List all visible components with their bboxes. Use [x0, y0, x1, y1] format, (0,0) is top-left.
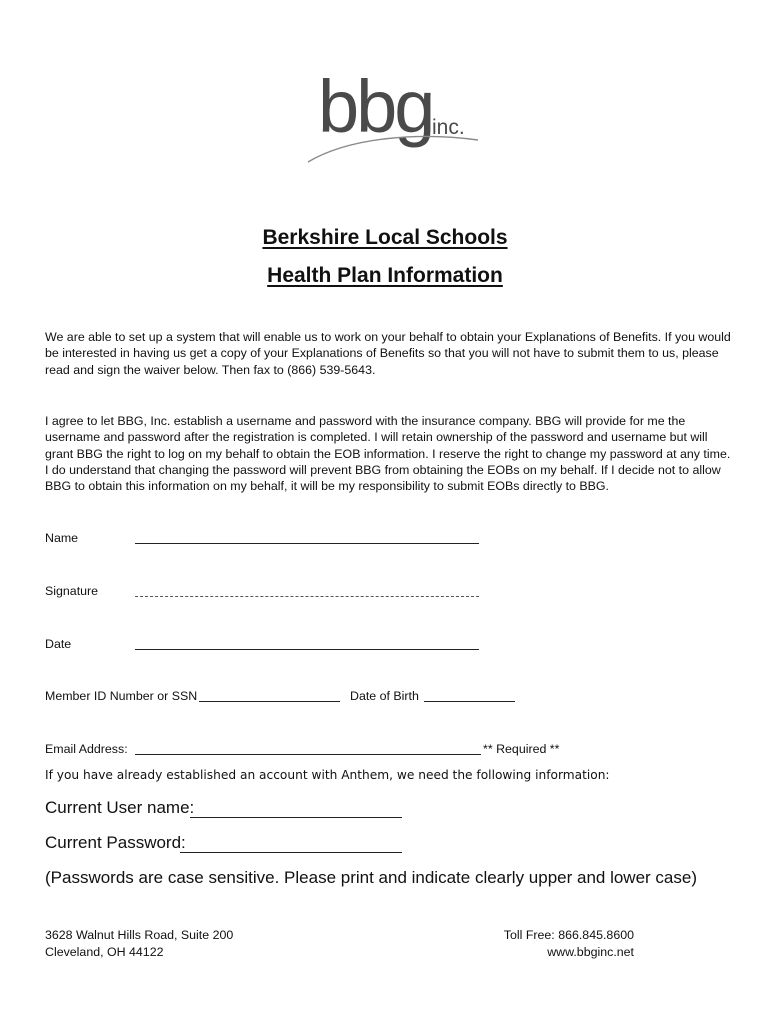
agreement-paragraph: I agree to let BBG, Inc. establish a username and password with the insurance company. BBG will provide for me the username and password after the registration is completed. I will retain ownership of the password and username but will grant BBG the right to log on my behalf to obtain the EOB information. I reserve the right to change my password at any time. I do understand that changing the password will prevent BBG from obtaining the EOBs on my behalf. If I decide not to allow BBG to obtain this information on my behalf, it will be my responsibility to submit EOBs directly to BBG. [45, 414, 731, 494]
member-id-field[interactable] [199, 701, 340, 702]
footer-address [45, 927, 233, 961]
current-user-label: Current User name: [45, 798, 195, 817]
page-subtitle: Health Plan Information [267, 264, 503, 287]
footer-contact [504, 927, 634, 961]
required-note: ** Required ** [483, 742, 560, 756]
email-field[interactable] [135, 754, 481, 755]
anthem-note: If you have already established an account with Anthem, we need the following information: [45, 768, 610, 782]
logo-suffix: inc. [432, 116, 465, 139]
password-note: (Passwords are case sensitive. Please print and indicate clearly upper and lower case) [45, 868, 697, 887]
current-password-label: Current Password: [45, 833, 186, 852]
date-label: Date [45, 637, 72, 651]
email-label: Email Address: [45, 742, 128, 756]
bbg-logo [300, 62, 490, 170]
dob-label: Date of Birth [350, 689, 419, 703]
toll-free-phone: Toll Free: 866.845.8600 [503, 928, 634, 942]
signature-label: Signature [45, 584, 99, 598]
website-link[interactable]: www.bbginc.net [547, 945, 634, 959]
intro-paragraph: We are able to set up a system that will enable us to work on your behalf to obtain your Explanations of Benefits. If you would be interested in having us get a copy of your Explanations of Benefits so that you will not have to submit them to us, please read and sign the waiver below. Then fax to (866) 539-5643. [45, 330, 731, 377]
signature-field[interactable] [135, 596, 479, 597]
address-line-1: 3628 Walnut Hills Road, Suite 200 [45, 928, 234, 942]
date-field[interactable] [135, 649, 479, 650]
dob-field[interactable] [424, 701, 515, 702]
member-id-label: Member ID Number or SSN [45, 689, 198, 703]
name-label: Name [45, 531, 79, 545]
logo-text: bbg [318, 65, 433, 148]
page-title: Berkshire Local Schools [262, 226, 508, 249]
current-user-field[interactable] [190, 817, 402, 818]
current-password-field[interactable] [180, 852, 402, 853]
address-line-2: Cleveland, OH 44122 [45, 945, 164, 959]
name-field[interactable] [135, 543, 479, 544]
